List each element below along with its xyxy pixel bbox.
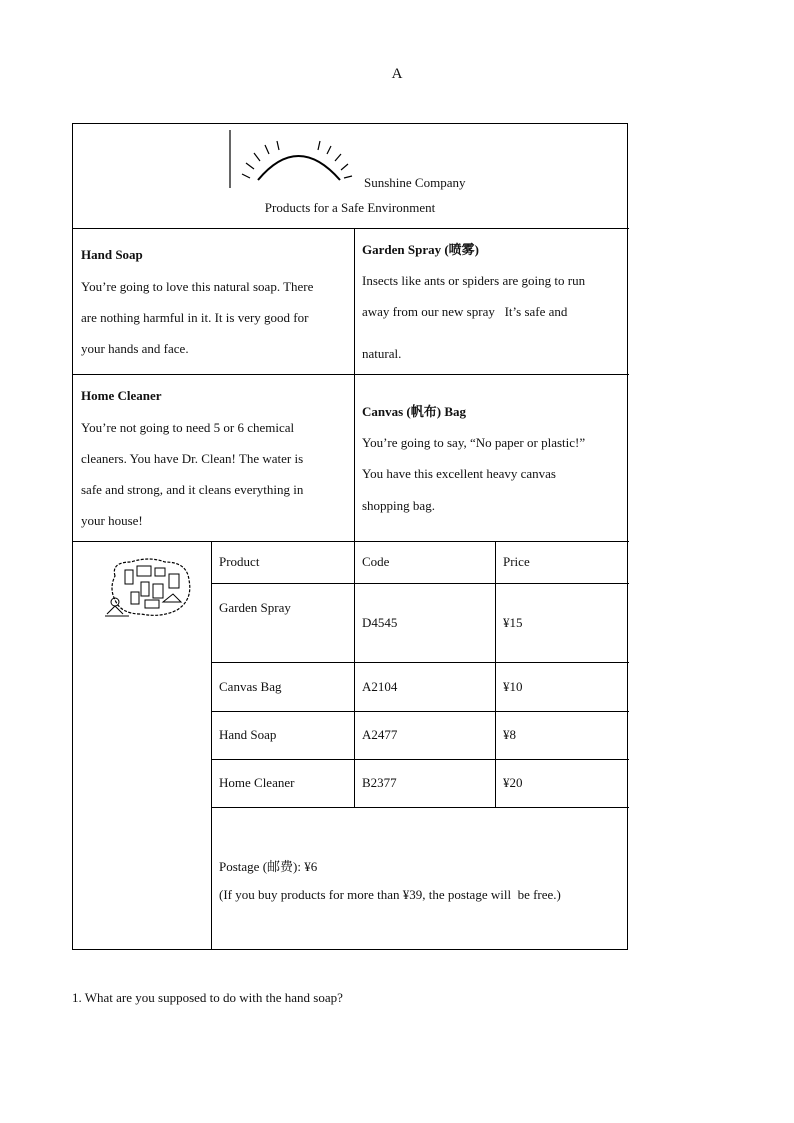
table-cell-code: A2104 <box>362 679 398 694</box>
garden-spray-text: natural. <box>362 346 402 361</box>
canvas-bag-text: shopping bag. <box>362 498 435 513</box>
table-cell-code: B2377 <box>362 775 397 790</box>
garden-spray-title: Garden Spray (喷雾) <box>362 242 480 257</box>
section-heading: A <box>391 66 403 82</box>
home-cleaner-text: cleaners. You have Dr. Clean! The water is <box>81 451 304 466</box>
table-cell-product: Canvas Bag <box>219 679 282 694</box>
company-name: Sunshine Company <box>364 175 466 190</box>
company-slogan: Products for a Safe Environment <box>264 200 436 215</box>
table-cell-price: ¥20 <box>503 775 523 790</box>
home-cleaner-title: Home Cleaner <box>81 388 162 403</box>
advertisement-table <box>72 123 628 950</box>
postage-note: (If you buy products for more than ¥39, the postage will be free.) <box>219 887 561 902</box>
hand-soap-text: You’re going to love this natural soap. There <box>81 279 314 294</box>
table-cell-price: ¥15 <box>503 615 523 630</box>
hand-soap-text: are nothing harmful in it. It is very good for <box>81 310 309 325</box>
garden-spray-text: Insects like ants or spiders are going to run <box>362 273 586 288</box>
table-cell-product: Garden Spray <box>219 600 291 615</box>
table-cell-price: ¥8 <box>503 727 516 742</box>
canvas-bag-title: Canvas (帆布) Bag <box>362 404 467 419</box>
postage-text: Postage (邮费): ¥6 <box>219 859 318 874</box>
garden-spray-text: away from our new spray It’s safe and <box>362 304 568 319</box>
home-cleaner-text: your house! <box>81 513 143 528</box>
hand-soap-text: your hands and face. <box>81 341 189 356</box>
sunshine-logo-icon <box>228 130 358 190</box>
question-1: 1. What are you supposed to do with the hand soap? <box>72 990 343 1005</box>
hand-soap-title: Hand Soap <box>81 247 143 262</box>
column-header-price: Price <box>503 554 530 569</box>
table-cell-product: Hand Soap <box>219 727 277 742</box>
table-cell-code: D4545 <box>362 615 398 630</box>
column-header-code: Code <box>362 554 390 569</box>
table-cell-price: ¥10 <box>503 679 523 694</box>
home-cleaner-text: safe and strong, and it cleans everything in <box>81 482 304 497</box>
column-header-product: Product <box>219 554 260 569</box>
canvas-bag-text: You’re going to say, “No paper or plastic!” <box>362 435 586 450</box>
home-cleaner-text: You’re not going to need 5 or 6 chemical <box>81 420 295 435</box>
products-illustration-icon <box>101 556 193 620</box>
canvas-bag-text: You have this excellent heavy canvas <box>362 466 556 481</box>
table-cell-code: A2477 <box>362 727 398 742</box>
table-cell-product: Home Cleaner <box>219 775 295 790</box>
